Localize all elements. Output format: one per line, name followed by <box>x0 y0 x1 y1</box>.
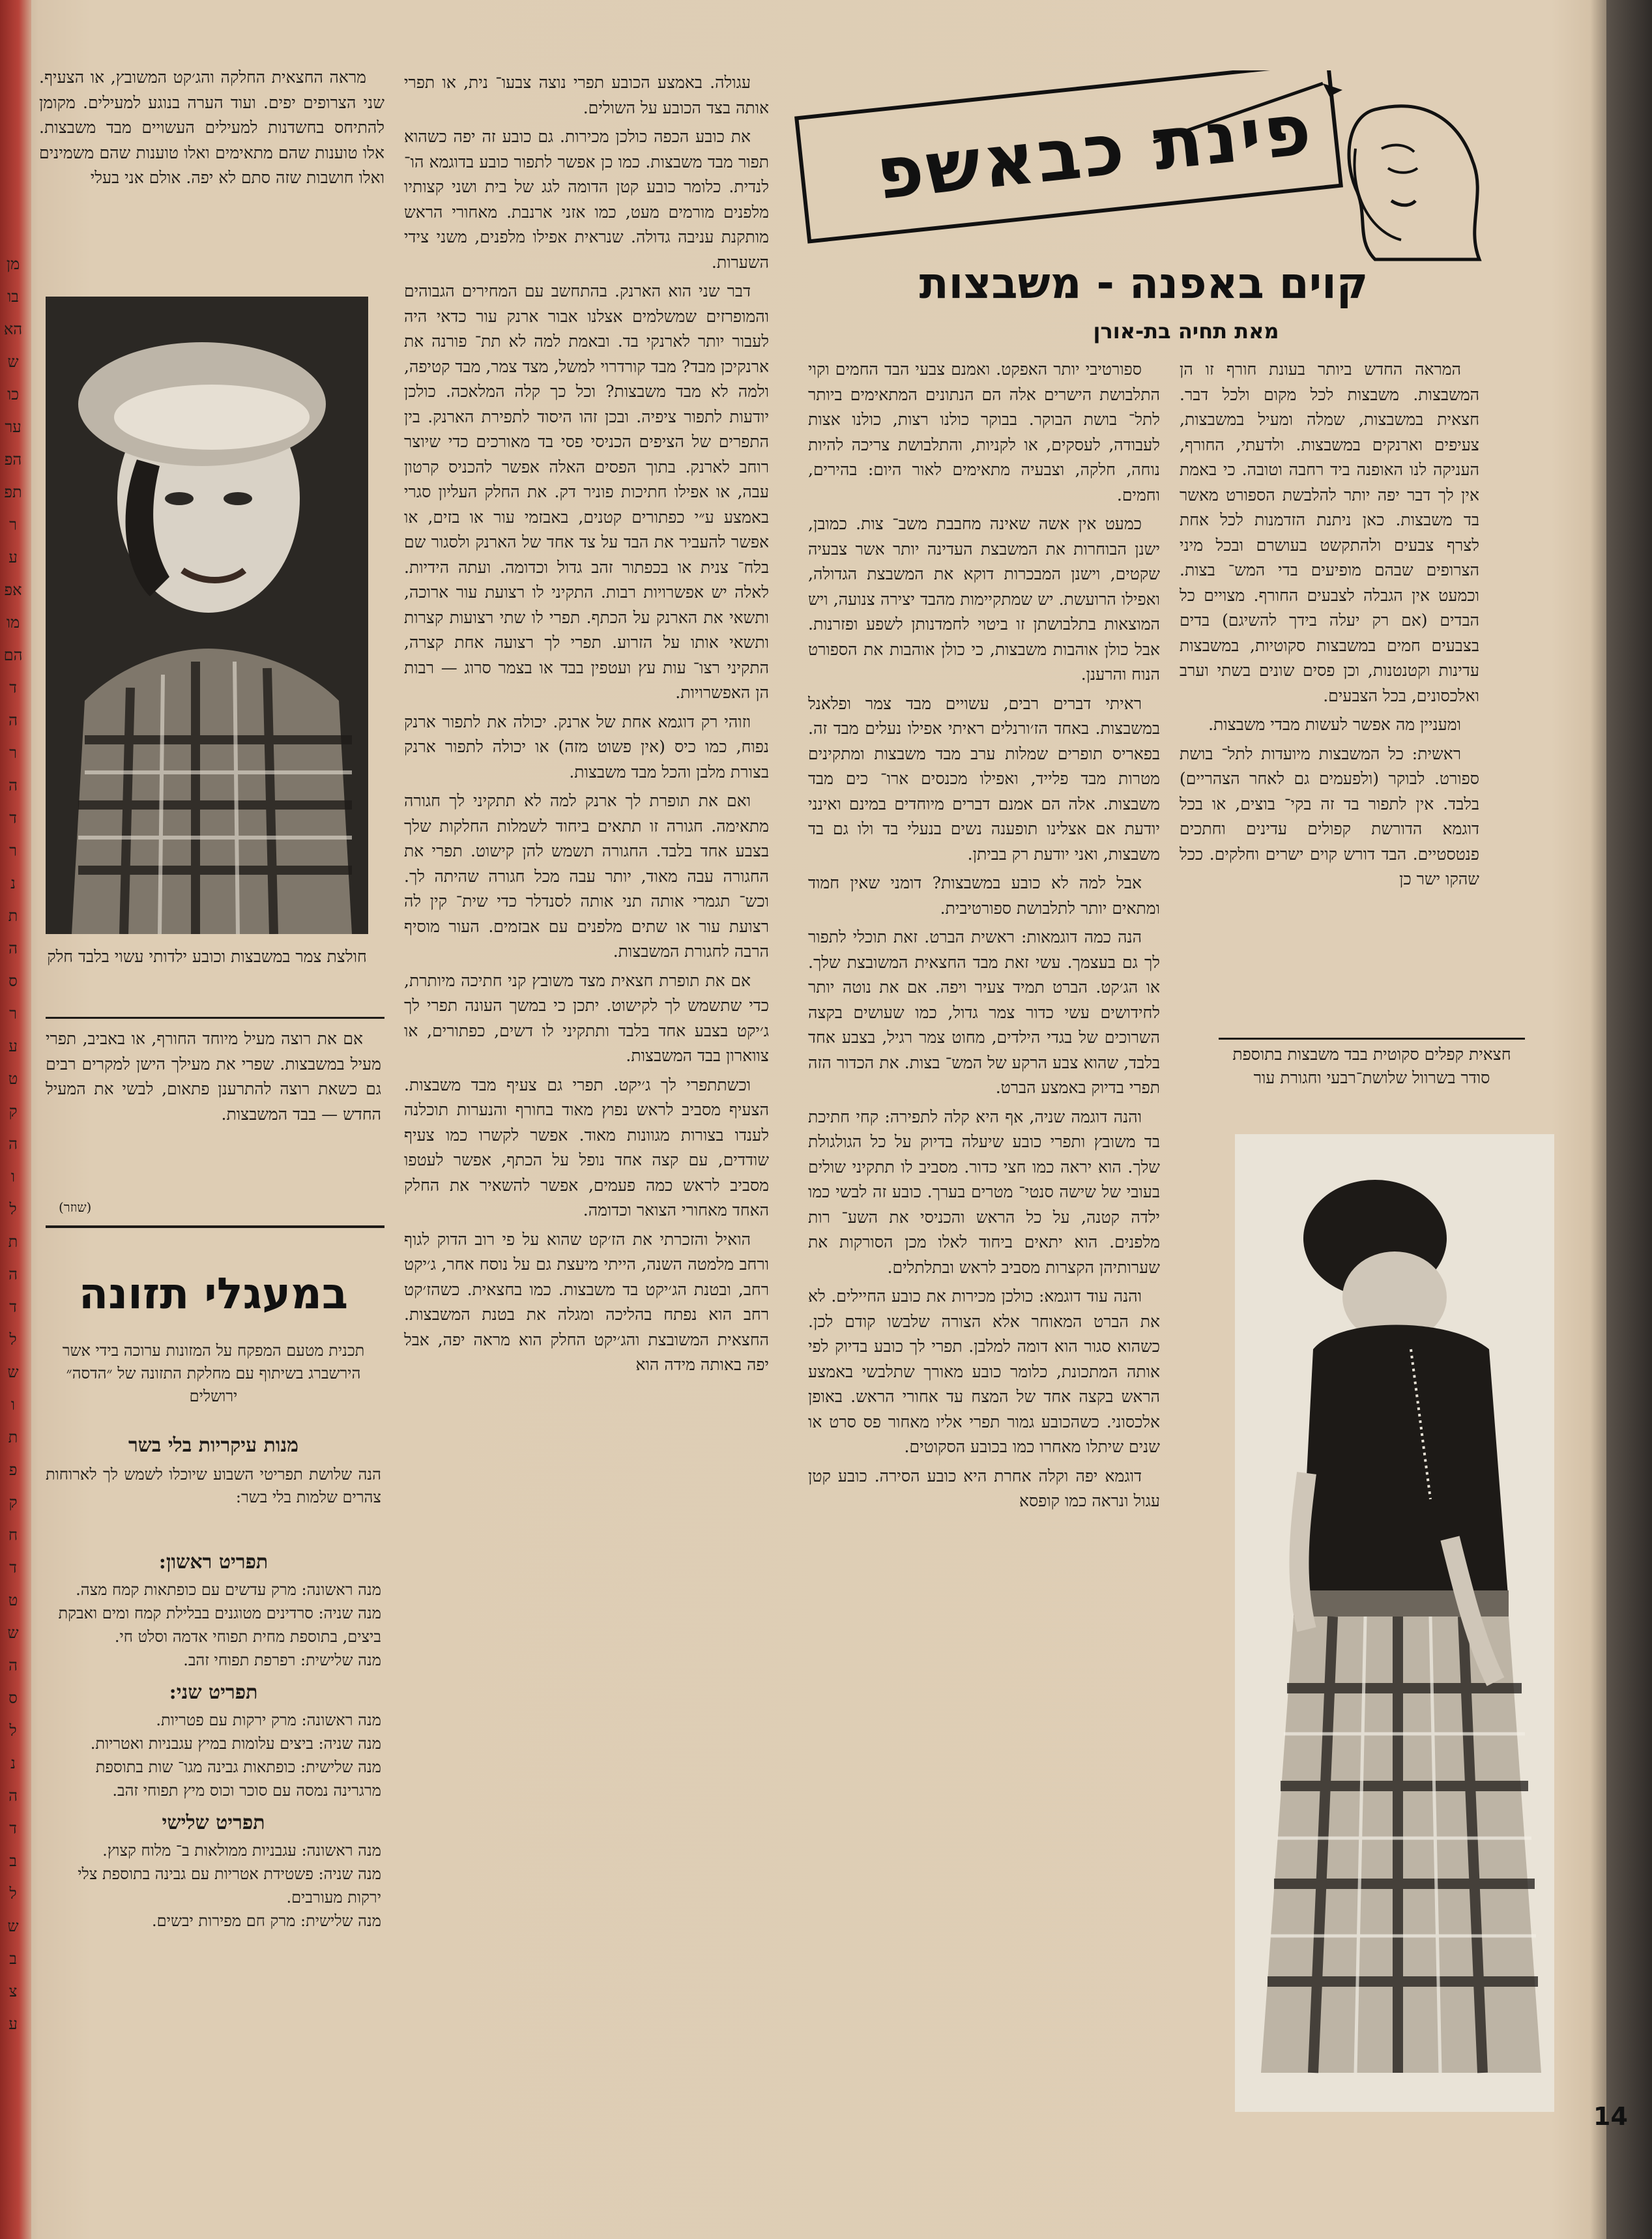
margin-fragment: ת <box>8 1233 18 1251</box>
margin-fragment: ש <box>7 1917 19 1935</box>
article-paragraph: מראה החצאית החלקה והג׳קט המשובץ, או הצעיף. שני הצרופים יפים. ועוד הערה בנוגע למעילים. מקומן להתיחס בחשדנות למעילים העשויים מבד משבצות. אלו טוענות שהם מתאימים ואלו טוענות שהם משמינים ואלו חושבות שזה סתם לא יפה. אולם אני בעלי <box>39 68 384 187</box>
margin-fragment: ט <box>8 1070 18 1088</box>
margin-fragment: ד <box>9 809 17 827</box>
margin-fragment: ק <box>8 1493 18 1512</box>
margin-fragment: ת <box>8 907 18 925</box>
margin-fragment: מן <box>6 255 20 273</box>
margin-fragment: ד <box>9 679 17 697</box>
margin-fragment: ל <box>9 1884 17 1903</box>
article-paragraph: ראיתי דברים רבים, עשויים מבד צמר ופלאנל במשבצות. באחד הז׳ורנלים ראיתי אפילו נעלים מבד זה. בפאריס תופרים שמלות ערב מבד משבצות ומתקינים מטרות מבד פלייד, ואפילו מכנסים ארו־ כים מבד משבצות. אלה הם אמנם דברים מיוחדים במינם ואינני יודעת אם אצלינו תופענה נשים בנעלי בד ולו גם בד משבצות, ואני יודעת רק בביתן. <box>808 694 1160 864</box>
margin-fragment: ח <box>8 1526 18 1544</box>
margin-fragment: פ <box>8 1461 18 1479</box>
menu-item: מנה ראשונה: עגבניות ממולאות ב־ מלוח קצוץ. <box>102 1841 381 1860</box>
margin-fragment: אפ <box>4 581 22 599</box>
margin-fragment: הפ <box>4 450 22 469</box>
photo-caption-left: חולצת צמר במשבצות וכובע ילדותי עשוי בלבד חלק <box>47 947 367 966</box>
article-paragraph: ומעניין מה אפשר לעשות מבדי משבצות. <box>1208 715 1461 734</box>
article-title: קוים באפנה - משבצות <box>919 258 1369 308</box>
margin-fragment: ה <box>8 1135 18 1153</box>
margin-fragment: צ <box>8 1982 18 2000</box>
margin-fragment: ה <box>8 939 18 958</box>
menu-title: תפריט שלישי <box>162 1811 265 1834</box>
article-paragraph: והנה עוד דוגמא: כולכן מכירות את כובע החיילים. לא את הברט המאוחר אלא הצורה שלבשו קודם לכן. כשהוא סגור הוא דומה למלבן. תפרי לך כובע בדיוק לפי אותה המתכונת, כלומר כובע מאורך שתלבשי באמצע הראש בקצה אחד של המצח עד אחורי הראש. באופן אלכסוני. כשהכובע גמור תפרי אליו מאחור פס סרט או שנים שיתלו מאחרו כמו בכובע הסקוטים. <box>808 1287 1160 1456</box>
margin-fragment: ה <box>8 1787 18 1805</box>
article-signature: (שוזר) <box>59 1199 92 1215</box>
margin-fragment: כו <box>7 385 19 403</box>
article-column-4 <box>39 65 384 290</box>
margin-fragment: ל <box>9 1200 17 1218</box>
margin-fragment: ש <box>7 1363 19 1381</box>
margin-fragment: ע <box>8 1037 18 1055</box>
article-paragraph: את כובע הכפה כולכן מכירות. גם כובע זה יפה כשהוא תפור מבד משבצות. כמו כן אפשר לתפור כובע בדוגמא הו־ לנדית. כלומר כובע קטן הדומה לגג של בית ושני קצותיו מלפנים מורמים מעט, כמו אזני ארנבת. מאחורי הראש מותקנת עניבה גדולה. שנראית אפילו מלפנים, משני צידי השערות. <box>404 127 769 272</box>
margin-fragment: ב <box>9 1852 17 1870</box>
margin-fragment: ו <box>10 1396 16 1414</box>
article-paragraph: המראה החדש ביותר בעונת חורף זו הן המשבצות. משבצות לכל מקום ולכל דבר. חצאית במשבצות, שמלה ומעיל במשבצות, צעיפים וארנקים במשבצות. ולדעתי, החורף, העניקה לנו האופנה ביד רחבה וטובה. כי באמת אין לך דבר יפה יותר להלבשת הספורט מאשר בד משבצות. כאן ניתנת הזדמנות לכל אחת לצרף צבעים ולהתקשט בעושרם ובכל מיני הצרופים שבהם מופיעים בדי המש־ בצות. וכמעט אין הגבלה לצבעים החורף. מצויים כל הבדים (אם רק יעלה בידך להשיגם) בדים בצבעים חמים במשבצות סקוטיות, במשבצות עדינות וקטנטנות, וכן פסים שונים בשתי וערב ואלכסונים, בכל הצבעים. <box>1180 360 1479 705</box>
margin-fragment: ס <box>8 1689 18 1707</box>
page-edge-shadow <box>1606 0 1652 2239</box>
margin-fragment: הא <box>3 320 23 338</box>
caption-rule-top <box>1219 1038 1525 1040</box>
sidebar-menus <box>46 1542 381 2226</box>
sidebar-lead: הנה שלושת תפריטי השבוע שיוכלו לשמש לך לארוחות צהרים שלמות בלי בשר: <box>46 1465 381 1506</box>
margin-fragment: ה <box>8 776 18 795</box>
article-paragraph: אבל למה לא כובע במשבצות? דומני שאין חמוד ומתאים יותר לתלבושת ספורטיבית. <box>808 873 1160 918</box>
margin-fragment: ל <box>9 1721 17 1740</box>
margin-fragment: ל <box>9 1330 17 1349</box>
article-paragraph: הואיל והזכרתי את הז׳קט שהוא על פי רוב הדוק לגוף ורחב מלמטה השנה, הייתי מיעצת גם על נוסח אחר, ג׳יקט רחב, ובטנת הג׳יקט בד משבצות. כמו בחצאית. כשהז׳קט רחב הוא נפתח בהליכה ומגלה את בטנת המשבצות. החצאית המשובצת והג׳יקט החלק הוא מראה יפה, אבל יפה באותה מידה הוא <box>404 1229 769 1374</box>
article-paragraph: והנה דוגמה שניה, אף היא קלה לתפירה: קחי חתיכת בד משובץ ותפרי כובע שיעלה בדיוק על כל הגולגולת שלך. הוא יראה כמו חצי כדור. מסביב לו תתקיני שולים בעובי של שישה סנטי־ מטרים בערך. כובע זה לבשי כמו ילדה קטנה, על כל הראש והכניסי את השע־ רות מלפנים. הוא יתאים ביחוד לאלו מכן הסורקות את שערותיהן הקצרות מסביב לראש ובתלתלים. <box>808 1107 1160 1277</box>
margin-fragment: נ <box>10 1754 16 1772</box>
margin-fragment: ס <box>8 972 18 990</box>
menu-item: מנה ראשונה: מרק ירקות עם פטריות. <box>156 1711 381 1729</box>
page-number: 14 <box>1593 2102 1628 2131</box>
margin-fragment: ער <box>5 418 22 436</box>
margin-fragment: מו <box>6 613 20 632</box>
menu-item: מנה שניה: סרדינים מטוגנים בבלילת קמח ומים ואבקת ביצים, בתוספת מחית תפוחי אדמה וסלט חי. <box>58 1604 381 1646</box>
sidebar-intro: תכנית מטעם המפקח על המזונות ערוכה בידי אשר הירשברג בשיתוף עם מחלקת התזונה של ״הדסה״ ירושלים <box>62 1341 365 1405</box>
left-margin-column <box>0 248 26 2040</box>
article-paragraph: וכשתתפרי לך ג׳יקט. תפרי גם צעיף מבד משבצות. הצעיף מסביב לראש נפוץ מאוד בחורף והנערות תוכלנה לענדו בצורות מגוונות מאוד. אפשר לקשרו כמו צעיף שודדים, עם קצה אחד נופל על הכתף, אפשר לעטפו מסביב לראש כמה פעמים, אפשר להשאיר את החלק האחד מאחורי הצואר וכדומה. <box>404 1075 769 1220</box>
sidebar-top-rule <box>46 1225 384 1228</box>
margin-fragment: ד <box>9 1819 17 1837</box>
sidebar-heading: מנות עיקריות בלי בשר <box>128 1434 299 1457</box>
article-paragraph: ראשית: כל המשבצות מיועדות לתל־ בושת ספורט. לבוקר (ולפעמים גם לאחר הצהריים) בלבד. אין לתפור בד זה בקי־ בוצים, או בכל דוגמא הדורשת קפולים עדינים וחתכים פנטסטיים. הבד דורש קוים ישרים וחלקים. ככל שהקו ישר כן <box>1180 744 1479 888</box>
logo-text: פינת כבאשפ <box>872 87 1318 216</box>
article-paragraph: כמעט אין אשה שאינה מחבבת משב־ צות. כמובן, ישנן הבוחרות את המשבצת העדינה יותר אשר צבעיה שקטים, וישנן המבכרות דוקא את המשבצת הגדולה, ואפילו הרועשת. יש שמתקיימות מהבד יצירה צנועה, ויש המוצאות בתלבושתן זו ביטוי לחמדנותן לשפע ופזרנות. אבל כולן אוהבות משבצות, כי כולן אוהבות את הספורט הנוח והרענן. <box>808 514 1160 684</box>
margin-fragment: תפ <box>4 483 22 501</box>
column-4-ending <box>46 1027 381 1157</box>
menu-item: מנה ראשונה: מרק עדשים עם כופתאות קמח מצה. <box>76 1581 381 1599</box>
margin-fragment: ד <box>9 1298 17 1316</box>
menu-title: תפריט שני: <box>169 1681 258 1704</box>
article-paragraph: ואם את תופרת לך ארנק למה לא תתקיני לך חגורה מתאימה. חגורה זו תתאים ביחוד לשמלות החלקות שלך בצבע אחד בלבד. החגורה תשמש להן קישוט. תפרי את החגורה עבה מאוד, יותר עבה מכל חגורה שהיתה לך. וכש־ תגמרי אותה תני אותה לסנדלר כדי שית־ קין לה רצועת עור או שתים מלפנים עם אבזמים. העור מוסיף הרבה לחגורת המשבצות. <box>404 791 769 961</box>
article-column-2 <box>808 357 1160 2221</box>
menu-item: מנה שלישית: מרק חם מפירות יבשים. <box>152 1912 381 1930</box>
column-4-ending-text: אם את רוצה מעיל מיוחד החורף, או באביב, תפרי מעיל במשבצות. שפרי את מעילך הישן למקרים רבים גם כשאת רוצה להתרענן פתאום, לבשי את המעיל החדש — בבד המשבצות. <box>46 1029 381 1124</box>
article-byline: מאת תחיה בת-אורן <box>1093 319 1279 344</box>
margin-fragment: ש <box>7 353 19 371</box>
margin-fragment: ה <box>8 1265 18 1283</box>
article-paragraph: דוגמא יפה וקלה אחרת היא כובע הסירה. כובע קטן עגול ונראה כמו קופסא <box>808 1466 1160 1510</box>
margin-fragment: ש <box>7 1624 19 1642</box>
photo-woman-plaid-skirt <box>1235 1134 1554 2112</box>
menu-item: מנה שלישית: כופתאות גבינה מגו־ שות בתוספת מרגרינה נמסה עם סוכר וכוס מיץ תפוחי זהב. <box>95 1758 381 1800</box>
photo-caption-top: חצאית קפלים סקוטית בבד משבצות בתוספת סודר בשרוול שלושת־רבעי וחגורת עור <box>1232 1045 1511 1087</box>
margin-fragment: ב <box>9 1950 17 1968</box>
margin-fragment: ר <box>9 516 17 534</box>
margin-fragment: ע <box>8 548 18 566</box>
margin-fragment: ד <box>9 1559 17 1577</box>
article-paragraph: הנה כמה דוגמאות: ראשית הברט. זאת תוכלי לתפור לך גם בעצמך. עשי זאת מבד החצאית המשובצת שלך. או הג׳קט. הברט תמיד צעיר ויפה. אם את נוטה יותר לחידושים עשי כדור צמר גדול, כמו שעושים בקצה השרוכים של בגדי הילדים, מחוט צמר רגיל, בצבע אחד בלבד, שהוא צבע הרקע של המש־ בצות. את הכדור הזה תפרי בדיוק באמצע הברט. <box>808 928 1160 1097</box>
margin-fragment: ר <box>9 744 17 762</box>
caption-divider <box>46 1017 384 1019</box>
margin-fragment: ה <box>8 1656 18 1675</box>
margin-fragment: ה <box>8 711 18 729</box>
article-paragraph: עגולה. באמצע הכובע תפרי נוצה צבעו־ נית, או תפרי אותה בצד הכובע על השולים. <box>404 73 769 117</box>
margin-fragment: ת <box>8 1428 18 1446</box>
margin-fragment: נ <box>10 874 16 892</box>
margin-fragment: הם <box>3 646 23 664</box>
margin-fragment: בו <box>7 287 19 306</box>
article-paragraph: אם את תופרת חצאית מצד משובץ קני חתיכה מיותרת, כדי שתשמש לך לקישוט. יתכן כי במשך העונה תפרי לך ג׳יקט בצבע אחד בלבד ותתקיני לו דשים, כפתורים, או צווארון בבד המשבצות. <box>404 971 769 1065</box>
margin-fragment: ק <box>8 1102 18 1120</box>
menu-item: מנה שניה: ביצים עלומות במיץ עגבניות ואטריות. <box>90 1734 381 1753</box>
margin-fragment: ע <box>8 2015 18 2033</box>
article-paragraph: דבר שני הוא הארנק. בהתחשב עם המחירים הגבוהים והמופרזים שמשלמים אצלנו אבור ארנק עור כדאי היה לעבור יותר לארנקי בד. ובאמת למה לא תת־ פורנה את ארנקיכן מבד? מבד קורדרוי למשל, מצד צמר, מבד קטיפה, ולמה לא מבד משבצות? וכל כך קלה המלאכה. כולכן יודעות לתפור ציפיה. ובכן זהו היסוד לתפירת הארנק. בין התפרים של הציפים הכניסי פסי בד מאורכים כדי שיוצר רוחב לארנק. בתוך הפסים האלה אפשר להכניס קרטון עבה, או אפילו חתיכות פוניר דק. את החלק העליון סגרי באמצע ע״י כפתורים קטנים, באבזמי עור או בזים, או אפשר להעביר את הבד על צד אחד של הארנק ולסגור שם בלח־ צנית או בכפתור זהב גדול וכדומה. ועתה הידיות. לאלה יש אפשרויות רבות. התקיני לו רצועת עור ארוכה, ותשאי את הארנק על הכתף. תפרי לו שתי רצועות קצרות ותשאי אותו על הזרוע. תפרי לך רצועה אחת קצרה, התקיני רצו־ עות עץ ועטפין בבד או בצמר סרוג — רבות הן האפשרויות. <box>404 282 769 702</box>
margin-fragment: ו <box>10 1167 16 1186</box>
menu-item: מנה שלישית: רפרפת תפוחי זהב. <box>183 1651 381 1669</box>
article-paragraph: ספורטיבי יותר האפקט. ואמנם צבעי הבד החמים וקוי התלבושת הישרים אלה הם הנתונים המתאימים ביותר לתל־ בושת הבוקר. בבוקר כולנו רצות, כולנו אצות לעבודה, לעסקים, או לקניות, והתלבושת צריכה להיות נוחה, חלקה, וצבעיה מתאימים לאור היום: בהירים, וחמים. <box>808 360 1160 505</box>
menu-title: תפריט ראשון: <box>158 1551 268 1573</box>
menu-item: מנה שניה: פשטידת אטריות עם גבינה בתוספת צלי ירקות מעורבים. <box>78 1865 381 1907</box>
margin-fragment: ר <box>9 1004 17 1023</box>
margin-fragment: ר <box>9 841 17 860</box>
article-column-3 <box>404 70 769 2221</box>
sidebar-title: במעגלי תזונה <box>78 1268 349 1319</box>
article-column-1 <box>1180 357 1479 1035</box>
margin-fragment: ט <box>8 1591 18 1609</box>
photo-woman-plaid-shirt <box>46 297 368 934</box>
column-logo <box>789 70 1499 266</box>
article-paragraph: וזוהי רק דוגמא אחת של ארנק. יכולה את לתפור ארנק נפוח, כמו כיס (אין פשוט מזה) או יכולה לתפור ארנק בצורת מלבן והכל מבד משבצות. <box>404 712 769 782</box>
